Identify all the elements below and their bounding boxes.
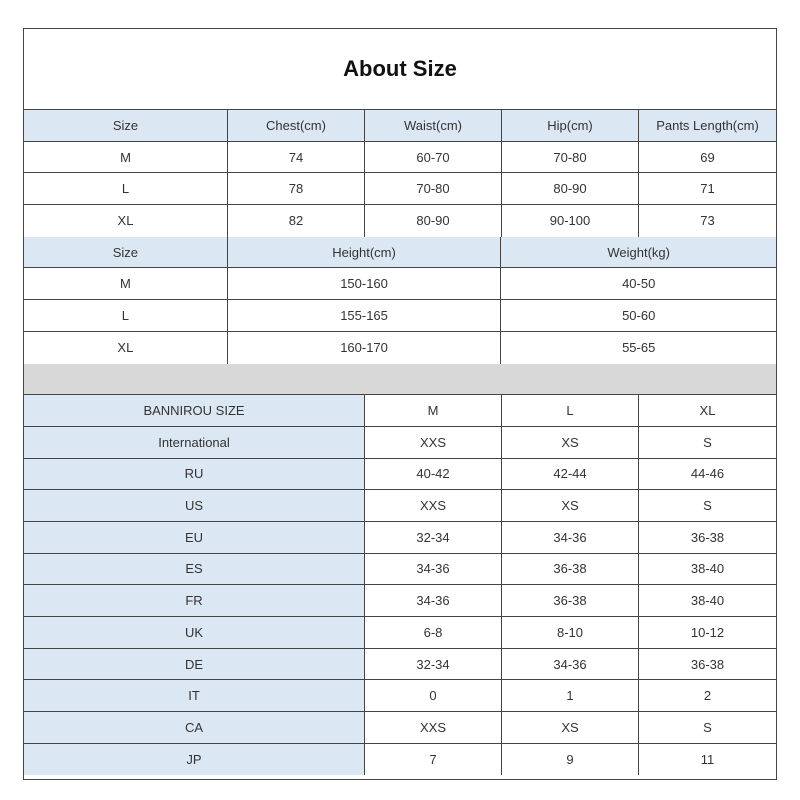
measure-table <box>24 110 776 237</box>
region-label: US <box>24 490 365 521</box>
m-value: 34-36 <box>365 585 502 616</box>
size-cell: L <box>24 173 228 204</box>
table-row <box>24 554 776 586</box>
xl-value: 36-38 <box>690 529 725 545</box>
region-label: FR <box>24 585 365 616</box>
xl-value: 36-38 <box>690 656 725 672</box>
l-value: XS <box>502 712 639 743</box>
region-label: RU <box>24 459 365 490</box>
size-cell: XL <box>24 332 228 364</box>
l-value: 1 <box>502 680 639 711</box>
header-size: Size <box>24 237 228 268</box>
xl-value: 10-12 <box>690 624 725 640</box>
l-value: 9 <box>502 744 639 776</box>
weight-cell: 55-65 <box>622 340 656 356</box>
region-label: DE <box>24 649 365 680</box>
header-weight: Weight(kg) <box>607 244 670 260</box>
header-brand-size: BANNIROU SIZE <box>24 395 365 426</box>
region-label: JP <box>24 744 365 776</box>
xl-value: 2 <box>703 688 712 704</box>
body-table <box>24 237 776 364</box>
region-label: IT <box>24 680 365 711</box>
waist-cell: 60-70 <box>365 142 502 173</box>
table-row <box>24 300 776 332</box>
table-row <box>24 459 776 491</box>
table-row <box>24 268 776 300</box>
size-chart <box>23 28 777 780</box>
m-value: 7 <box>365 744 502 776</box>
height-cell: 150-160 <box>228 268 502 299</box>
m-value: 0 <box>365 680 502 711</box>
m-value: 34-36 <box>365 554 502 585</box>
size-cell: M <box>24 142 228 173</box>
header-l: L <box>502 395 639 426</box>
weight-cell: 50-60 <box>622 307 656 323</box>
header-m: M <box>365 395 502 426</box>
header-waist: Waist(cm) <box>365 110 502 141</box>
table-row <box>24 205 776 237</box>
chest-cell: 78 <box>228 173 365 204</box>
table-row <box>24 427 776 459</box>
region-label: UK <box>24 617 365 648</box>
table-row <box>24 744 776 776</box>
hip-cell: 80-90 <box>502 173 639 204</box>
l-value: 8-10 <box>502 617 639 648</box>
m-value: XXS <box>365 427 502 458</box>
hip-cell: 70-80 <box>502 142 639 173</box>
region-label: EU <box>24 522 365 553</box>
pants-length-cell: 71 <box>700 181 715 197</box>
header-hip: Hip(cm) <box>502 110 639 141</box>
region-label: ES <box>24 554 365 585</box>
pants-length-cell: 73 <box>700 213 715 229</box>
divider-band <box>24 364 776 396</box>
region-label: CA <box>24 712 365 743</box>
table-row <box>24 712 776 744</box>
page-title: About Size <box>24 29 776 110</box>
l-value: 34-36 <box>502 649 639 680</box>
m-value: 6-8 <box>365 617 502 648</box>
region-label: International <box>24 427 365 458</box>
m-value: XXS <box>365 490 502 521</box>
conversion-table <box>24 395 776 775</box>
chest-cell: 82 <box>228 205 365 237</box>
m-value: 40-42 <box>365 459 502 490</box>
xl-value: S <box>703 434 712 450</box>
table-row <box>24 585 776 617</box>
size-cell: L <box>24 300 228 331</box>
l-value: XS <box>502 490 639 521</box>
waist-cell: 80-90 <box>365 205 502 237</box>
header-xl: XL <box>699 403 716 419</box>
xl-value: S <box>703 719 712 735</box>
height-cell: 155-165 <box>228 300 502 331</box>
hip-cell: 90-100 <box>502 205 639 237</box>
header-pants-length: Pants Length(cm) <box>656 117 759 133</box>
measure-header-row <box>24 110 776 142</box>
table-row <box>24 680 776 712</box>
table-row <box>24 649 776 681</box>
size-cell: M <box>24 268 228 299</box>
table-row <box>24 522 776 554</box>
xl-value: 38-40 <box>690 593 725 609</box>
xl-value: 44-46 <box>690 466 725 482</box>
header-size: Size <box>24 110 228 141</box>
height-cell: 160-170 <box>228 332 502 364</box>
chest-cell: 74 <box>228 142 365 173</box>
weight-cell: 40-50 <box>622 276 656 292</box>
body-header-row <box>24 237 776 269</box>
table-row <box>24 142 776 174</box>
table-row <box>24 173 776 205</box>
table-row <box>24 332 776 364</box>
l-value: 42-44 <box>502 459 639 490</box>
m-value: 32-34 <box>365 522 502 553</box>
table-row <box>24 490 776 522</box>
l-value: 36-38 <box>502 585 639 616</box>
m-value: XXS <box>365 712 502 743</box>
xl-value: 11 <box>700 752 715 768</box>
header-height: Height(cm) <box>228 237 502 268</box>
xl-value: S <box>703 498 712 514</box>
header-chest: Chest(cm) <box>228 110 365 141</box>
l-value: 36-38 <box>502 554 639 585</box>
conversion-header-row <box>24 395 776 427</box>
xl-value: 38-40 <box>690 561 725 577</box>
table-row <box>24 617 776 649</box>
pants-length-cell: 69 <box>700 149 715 165</box>
m-value: 32-34 <box>365 649 502 680</box>
l-value: XS <box>502 427 639 458</box>
size-cell: XL <box>24 205 228 237</box>
l-value: 34-36 <box>502 522 639 553</box>
waist-cell: 70-80 <box>365 173 502 204</box>
